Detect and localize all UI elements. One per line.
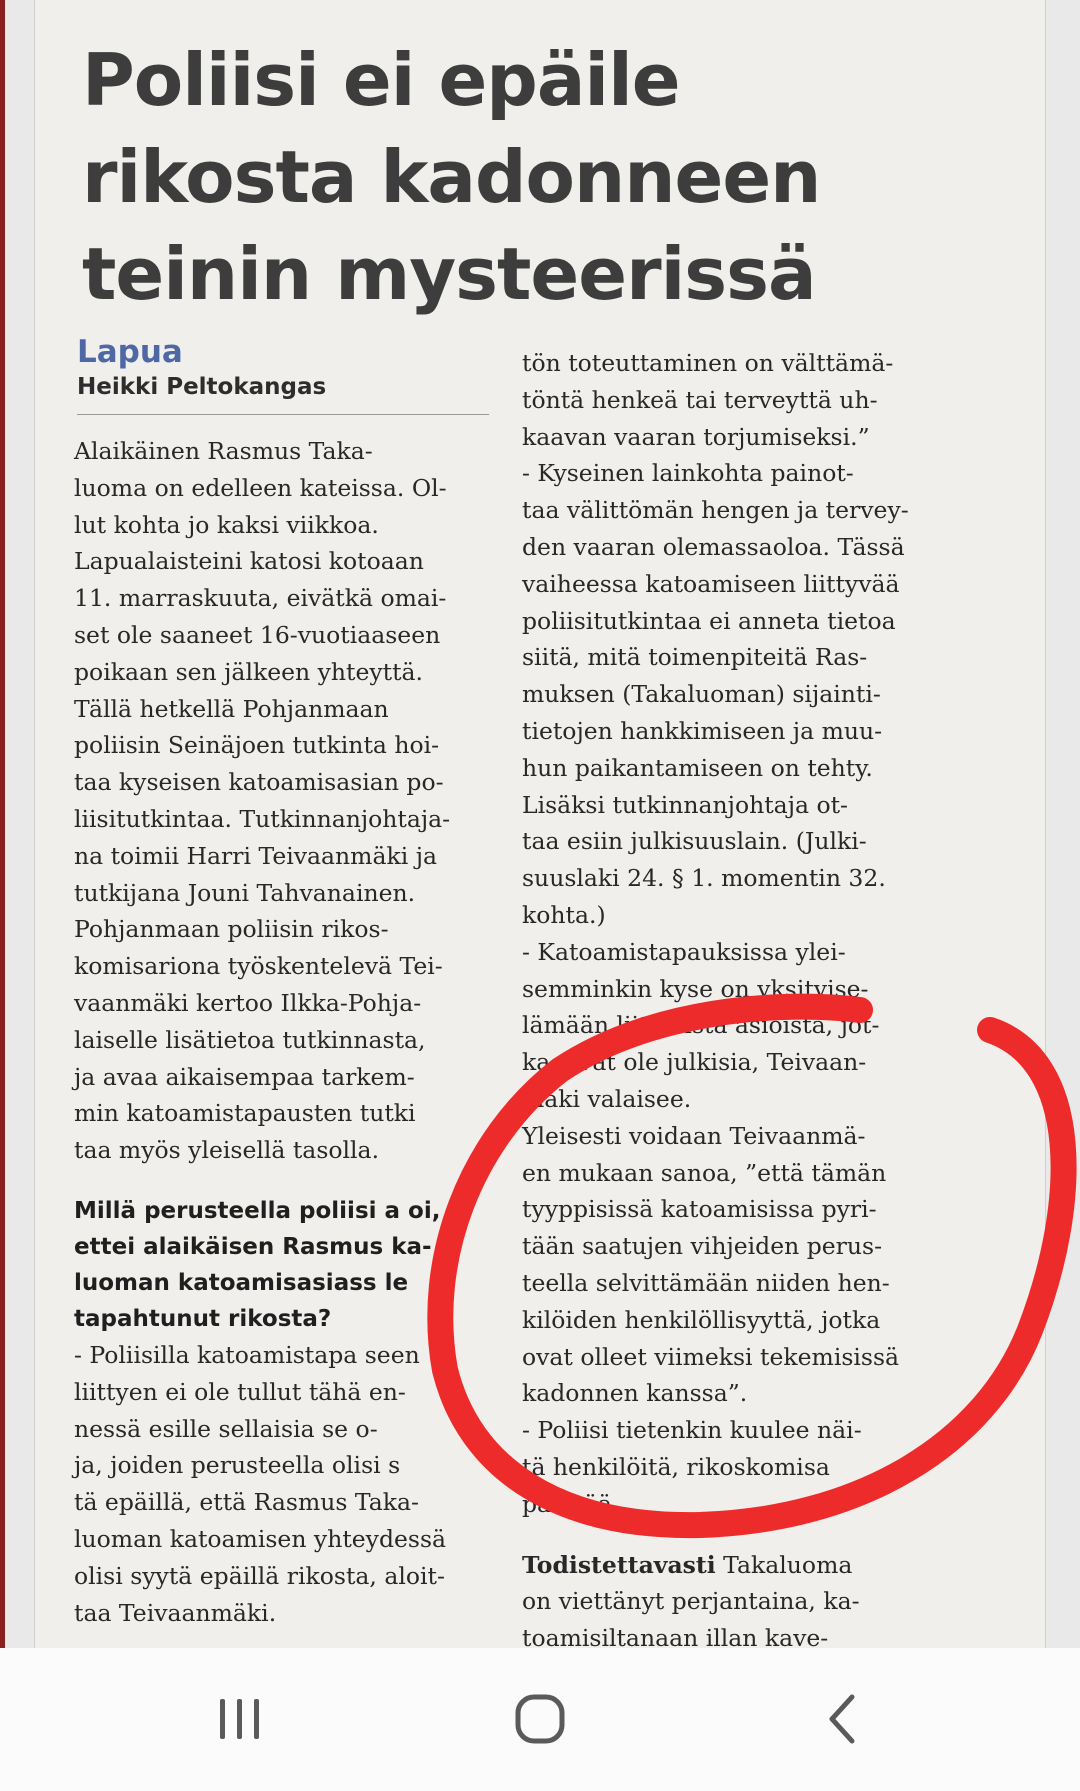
text-line: - Kyseinen lainkohta painot- — [522, 459, 854, 488]
text-line: kaavan vaaran torjumiseksi.” — [522, 422, 870, 451]
right-body-text — [522, 345, 982, 1523]
text-line: na toimii Harri Teivaanmäki ja — [74, 841, 437, 870]
text-line: ja avaa aikaisempaa tarkem- — [74, 1062, 415, 1091]
text-line: töntä henkeä tai terveyttä uh- — [522, 385, 878, 414]
text-line: poikaan sen jälkeen yhteyttä. — [74, 657, 424, 686]
byline-location: Lapua — [77, 334, 183, 370]
lead-rest: Takaluoma — [715, 1550, 853, 1579]
text-line: tyyppisissä katoamisissa pyri- — [522, 1195, 877, 1224]
text-line: den vaaran olemassaoloa. Tässä — [522, 532, 905, 561]
back-icon — [814, 1689, 874, 1749]
text-line: vaiheessa katoamiseen liittyvää — [522, 569, 900, 598]
text-line: - Katoamistapauksissa ylei- — [522, 937, 846, 966]
text-line: teella selvittämään niiden hen- — [522, 1268, 890, 1297]
text-line: ka eivät ole julkisia, Teivaan- — [522, 1048, 867, 1077]
text-line: Millä perusteella poliisi a oi, — [74, 1197, 441, 1224]
text-line: min katoamistapausten tutki — [74, 1099, 416, 1128]
text-line: tön toteuttaminen on välttämä- — [522, 349, 894, 377]
text-line: päättää. — [522, 1489, 620, 1518]
back-button[interactable] — [784, 1674, 904, 1764]
byline-divider — [77, 414, 489, 415]
text-line: olisi syytä epäillä rikosta, aloit- — [74, 1561, 445, 1590]
text-line: semminkin kyse on yksityise- — [522, 974, 869, 1003]
text-line: Tällä hetkellä Pohjanmaan — [74, 694, 389, 723]
headline-line: rikosta kadonneen — [82, 135, 821, 219]
text-line: tutkijana Jouni Tahvanainen. — [74, 878, 416, 907]
text-line: lämään liittyvistä asioista, jot- — [522, 1011, 880, 1040]
text-line: ja, joiden perusteella olisi s — [74, 1451, 401, 1480]
text-line: taa myös yleisellä tasolla. — [74, 1136, 380, 1165]
recents-icon — [210, 1689, 270, 1749]
text-line: ovat olleet viimeksi tekemisissä — [522, 1342, 900, 1371]
text-line: Alaikäinen Rasmus Taka- — [74, 437, 373, 465]
text-line: toamisiltanaan illan kave- — [522, 1624, 829, 1648]
text-line: mäki valaisee. — [522, 1084, 692, 1113]
text-line: taa esiin julkisuuslain. (Julki- — [522, 827, 867, 856]
text-line: - Poliisilla katoamistapa seen — [74, 1340, 420, 1369]
text-line: taa välittömän hengen ja tervey- — [522, 496, 909, 525]
text-line: tietojen hankkimiseen ja muu- — [522, 716, 883, 745]
text-line: vaanmäki kertoo Ilkka-Pohja- — [74, 988, 422, 1017]
text-line: poliisitutkintaa ei anneta tietoa — [522, 606, 896, 635]
right-column — [522, 345, 982, 1648]
headline — [82, 32, 962, 323]
text-line: - Poliisi tietenkin kuulee näi- — [522, 1416, 862, 1445]
text-line: kilöiden henkilöllisyyttä, jotka — [522, 1305, 881, 1334]
text-line: Pohjanmaan poliisin rikos- — [74, 915, 389, 944]
text-line: Lapualaisteini katosi kotoaan — [74, 547, 424, 576]
left-column — [74, 332, 494, 1631]
text-line: nessä esille sellaisia se o- — [74, 1414, 378, 1443]
page-edge — [0, 0, 5, 1648]
text-line: poliisin Seinäjoen tutkinta hoi- — [74, 731, 440, 760]
headline-line: teinin mysteerissä — [82, 232, 816, 316]
text-line: on viettänyt perjantaina, ka- — [522, 1587, 860, 1616]
text-line: luoman katoamisasiass le — [74, 1269, 409, 1296]
text-line: lut kohta jo kaksi viikkoa. — [74, 510, 379, 539]
text-line: Yleisesti voidaan Teivaanmä- — [522, 1121, 866, 1150]
home-button[interactable] — [480, 1674, 600, 1764]
text-line: hun paikantamiseen on tehty. — [522, 753, 873, 782]
text-line: en mukaan sanoa, ”että tämän — [522, 1158, 887, 1187]
text-line: siitä, mitä toimenpiteitä Ras- — [522, 643, 868, 672]
text-line: taa Teivaanmäki. — [74, 1598, 277, 1627]
byline-author: Heikki Peltokangas — [77, 374, 327, 400]
text-line: tään saatujen vihjeiden perus- — [522, 1232, 883, 1261]
home-icon — [510, 1689, 570, 1749]
answer-text — [74, 1337, 494, 1631]
text-line: luoma on edelleen kateissa. Ol- — [74, 473, 447, 502]
text-line: kadonnen kanssa”. — [522, 1379, 748, 1408]
text-line: suuslaki 24. § 1. momentin 32. — [522, 864, 886, 893]
text-line: laiselle lisätietoa tutkinnasta, — [74, 1025, 426, 1054]
text-line: luoman katoamisen yhteydessä — [74, 1524, 447, 1553]
recents-button[interactable] — [180, 1674, 300, 1764]
android-nav-bar — [0, 1648, 1080, 1791]
text-line: muksen (Takaluoman) sijainti- — [522, 680, 881, 709]
text-line: 11. marraskuuta, eivätkä omai- — [74, 584, 447, 613]
text-line: liisitutkintaa. Tutkinnanjohtaja- — [74, 804, 451, 833]
text-line: komisariona työskentelevä Tei- — [74, 952, 443, 981]
text-line: tä henkilöitä, rikoskomisa — [522, 1452, 830, 1481]
text-line: liittyen ei ole tullut tähä en- — [74, 1377, 406, 1406]
text-line: kohta.) — [522, 900, 606, 929]
text-line: taa kyseisen katoamisasian po- — [74, 768, 444, 797]
paragraph-lead — [522, 1547, 982, 1584]
text-line: set ole saaneet 16-vuotiaaseen — [74, 620, 441, 649]
left-body-text — [74, 433, 494, 1169]
subheading-question — [74, 1193, 494, 1337]
lead-bold: Todistettavasti — [522, 1550, 716, 1579]
headline-line: Poliisi ei epäile — [82, 38, 680, 122]
text-line: ettei alaikäisen Rasmus ka- — [74, 1233, 432, 1260]
text-line: tapahtunut rikosta? — [74, 1305, 332, 1332]
text-line: tä epäillä, että Rasmus Taka- — [74, 1488, 419, 1517]
text-line: Lisäksi tutkinnanjohtaja ot- — [522, 790, 848, 819]
